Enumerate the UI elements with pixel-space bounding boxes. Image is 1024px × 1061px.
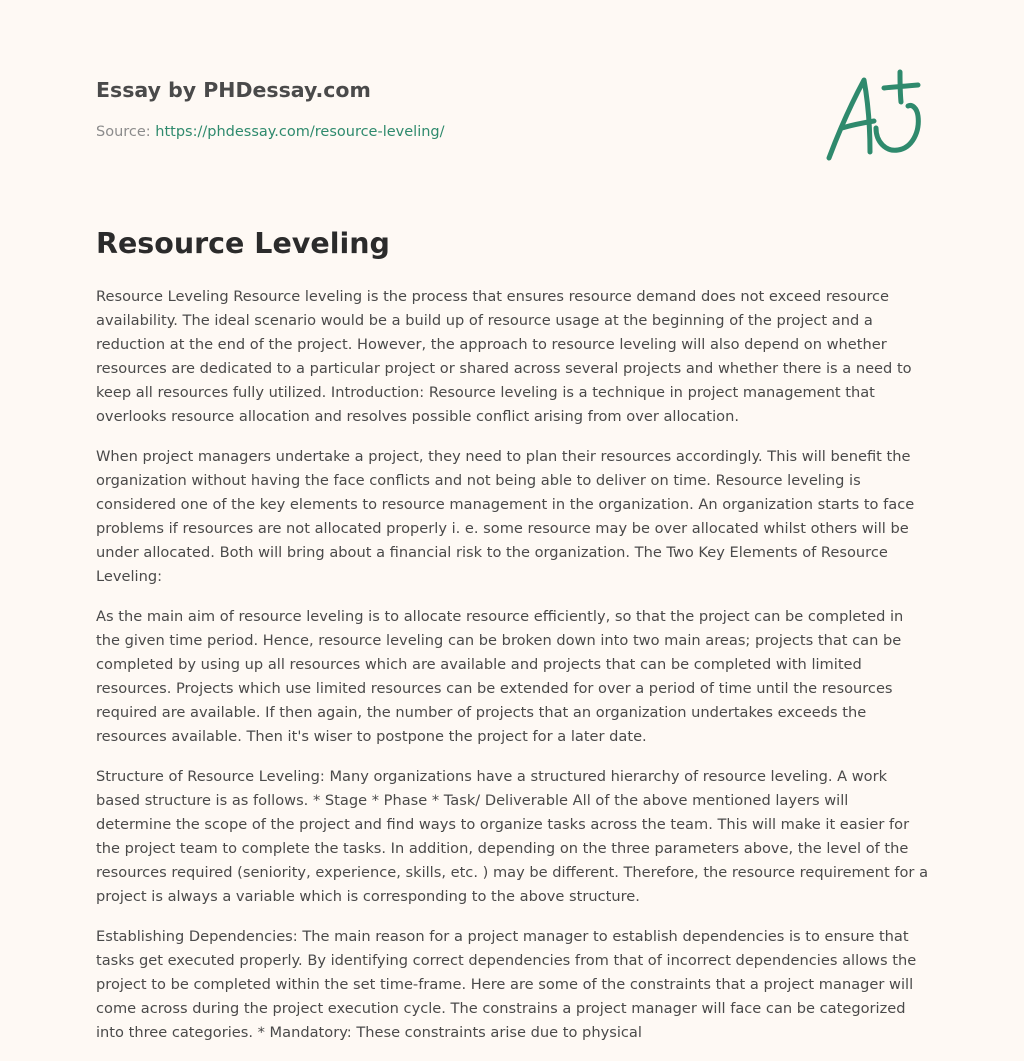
paragraph: As the main aim of resource leveling is to allocate resource efficiently, so that the project can be completed in the given time period. Hence, resource leveling can be broken down into two main areas; projects that can be completed by using up all resources which are available and projects that can be completed with limited resources. Projects which use limited resources can be extended for over a period of time until the resources required are available. If then again, the number of projects that an organization undertakes exceeds the resources available. Then it's wiser to postpone the project for a later date.	[96, 608, 904, 745]
essay-body	[96, 285, 928, 1061]
paragraph: Establishing Dependencies: The main reason for a project manager to establish dependencies is to ensure that tasks get executed properly. By identifying correct dependencies from that of incorrect dependencies allows the project to be completed within the set time-frame. Here are some of the constraints that a project manager will come across during the project execution cycle. The constrains a project manager will face can be categorized into three categories. * Mandatory: These constraints arise due to physical	[96, 928, 917, 1041]
a-plus-logo-icon	[822, 68, 926, 164]
paragraph: Structure of Resource Leveling: Many organizations have a structured hierarchy of resource leveling. A work based structure is as follows. * Stage * Phase * Task/ Deliverable All of the above mentioned layers will determine the scope of the project and find ways to organize tasks across the team. This will make it easier for the project team to complete the tasks. In addition, depending on the three parameters above, the level of the resources required (seniority, experience, skills, etc. ) may be different. Therefore, the resource requirement for a project is always a variable which is corresponding to the above structure.	[96, 768, 929, 905]
essay-header	[96, 76, 716, 142]
source-label: Source:	[96, 124, 151, 140]
source-line	[96, 122, 716, 142]
paragraph: When project managers undertake a project, they need to plan their resources accordingly. This will benefit the organization without having the face conflicts and not being able to deliver on time. Resource leveling is considered one of the key elements to resource management in the organization. An organization starts to face problems if resources are not allocated properly i. e. some resource may be over allocated whilst others will be under allocated. Both will bring about a financial risk to the organization. The Two Key Elements of Resource Leveling:	[96, 448, 915, 585]
brand-name: Essay by PHDessay.com	[96, 78, 371, 102]
essay-title: Resource Leveling	[96, 227, 390, 260]
source-link[interactable]: https://phdessay.com/resource-leveling/	[155, 124, 445, 140]
paragraph: Resource Leveling Resource leveling is the process that ensures resource demand does not exceed resource availability. The ideal scenario would be a build up of resource usage at the beginning of the project and a reduction at the end of the project. However, the approach to resource leveling will also depend on whether resources are dedicated to a particular project or shared across several projects and whether there is a need to keep all resources fully utilized. Introduction: Resource leveling is a technique in project management that overlooks resource allocation and resolves possible conflict arising from over allocation.	[96, 288, 912, 425]
